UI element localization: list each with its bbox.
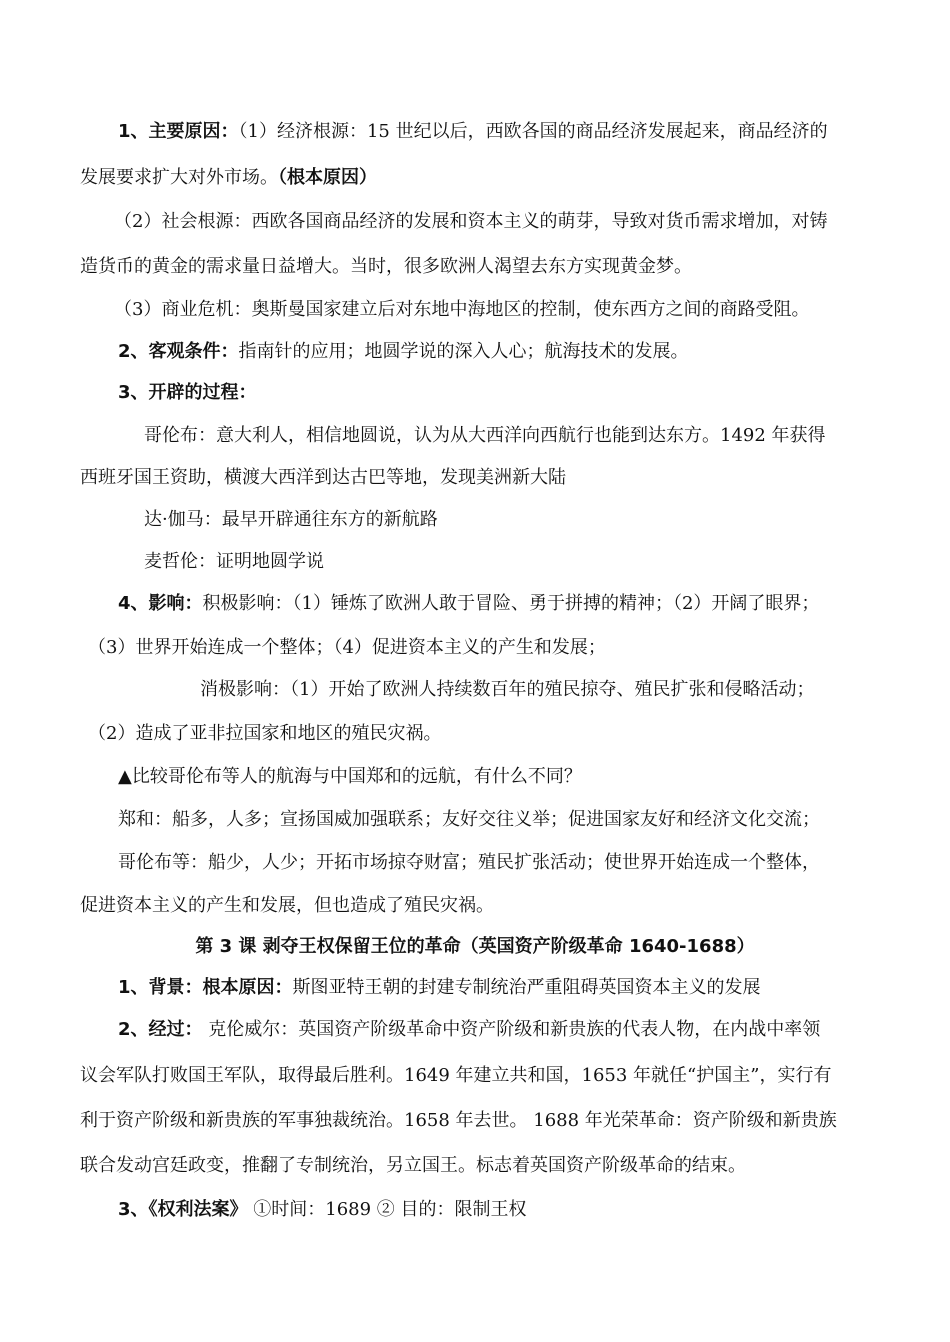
s3-line: [118, 381, 950, 405]
lesson3-background: [118, 976, 950, 1000]
s3-columbus-b: 西班牙国王资助，横渡大西洋到达古巴等地，发现美洲新大陆: [80, 467, 566, 488]
process-number: 2、: [118, 1019, 149, 1040]
lesson3-title: 第 3 课 剥夺王权保留王位的革命（英国资产阶级革命 1640-1688）: [195, 936, 755, 957]
s4-positive-a: 积极影响：（1）锤炼了欧洲人敢于冒险、勇于拼搏的精神；（2）开阔了眼界；: [202, 593, 820, 614]
background-heading: 背景：根本原因：: [148, 977, 293, 998]
s4-number: 4、: [118, 593, 149, 614]
process-text-a: 克伦威尔：英国资产阶级革命中资产阶级和新贵族的代表人物，在内战中率领: [202, 1019, 821, 1040]
s1-social-b: 造货币的黄金的需求量日益增大。当时，很多欧洲人渴望去东方实现黄金梦。: [80, 256, 692, 277]
s4-heading: 影响：: [148, 593, 203, 614]
lesson3-process-a: [118, 1018, 950, 1042]
s1-text-b: 发展要求扩大对外市场。: [80, 167, 278, 188]
s1-text-a: （1）经济根源：15 世纪以后，西欧各国的商品经济发展起来，商品经济的: [238, 121, 828, 142]
process-text-c: 利于资产阶级和新贵族的军事独裁统治。1658 年去世。 1688 年光荣革命：资产阶级和新贵族: [80, 1110, 837, 1131]
s2-text: 指南针的应用；地圆学说的深入人心；航海技术的发展。: [238, 341, 689, 362]
compare-columbus-a: 哥伦布等：船少，人少；开拓市场掠夺财富；殖民扩张活动；使世界开始连成一个整体，: [118, 852, 820, 873]
s2-heading: 客观条件：: [148, 341, 239, 362]
s4-positive-b: （3）世界开始连成一个整体；（4）促进资本主义的产生和发展；: [88, 637, 606, 658]
s1-number: 1、: [118, 121, 149, 142]
s4-line1: [118, 592, 950, 616]
s1-line1: [118, 120, 950, 144]
lesson3-bill-of-rights: [118, 1198, 950, 1222]
s1-heading: 主要原因：: [148, 121, 239, 142]
bill-number: 3、: [118, 1199, 149, 1220]
compare-question: ▲比较哥伦布等人的航海与中国郑和的远航，有什么不同？: [118, 766, 582, 787]
s1-line2: [80, 166, 950, 190]
s3-magellan: 麦哲伦：证明地圆学说: [144, 551, 324, 572]
background-text: 斯图亚特王朝的封建专制统治严重阻碍英国资本主义的发展: [292, 977, 761, 998]
s2-line: [118, 340, 950, 364]
compare-zhenghe: 郑和：船多，人多；宣扬国威加强联系；友好交往义举；促进国家友好和经济文化交流；: [118, 809, 820, 830]
s3-heading: 开辟的过程：: [148, 382, 257, 403]
compare-columbus-b: 促进资本主义的产生和发展，但也造成了殖民灾祸。: [80, 895, 494, 916]
s1-commerce: （3）商业危机：奥斯曼国家建立后对东地中海地区的控制，使东西方之间的商路受阻。: [114, 299, 810, 320]
s4-negative-b: （2）造成了亚非拉国家和地区的殖民灾祸。: [88, 723, 442, 744]
s3-number: 3、: [118, 382, 149, 403]
s1-social-a: （2）社会根源：西欧各国商品经济的发展和资本主义的萌芽，导致对货币需求增加，对铸: [114, 211, 828, 232]
s3-columbus-a: 哥伦布：意大利人，相信地圆说，认为从大西洋向西航行也能到达东方。1492 年获得: [144, 425, 826, 446]
process-heading: 经过：: [148, 1019, 203, 1040]
bill-text: ①时间：1689 ② 目的：限制王权: [247, 1199, 527, 1220]
s2-number: 2、: [118, 341, 149, 362]
process-text-d: 联合发动宫廷政变，推翻了专制统治，另立国王。标志着英国资产阶级革命的结束。: [80, 1155, 746, 1176]
process-text-b: 议会军队打败国王军队，取得最后胜利。1649 年建立共和国，1653 年就任“护国主”，实行有: [80, 1065, 832, 1086]
s4-negative-a: 消极影响：（1）开始了欧洲人持续数百年的殖民掠夺、殖民扩张和侵略活动；: [200, 679, 815, 700]
s3-gama: 达·伽马：最早开辟通往东方的新航路: [144, 509, 438, 530]
s1-note: （根本原因）: [278, 167, 377, 188]
bill-heading: 《权利法案》: [148, 1199, 248, 1220]
background-number: 1、: [118, 977, 149, 998]
